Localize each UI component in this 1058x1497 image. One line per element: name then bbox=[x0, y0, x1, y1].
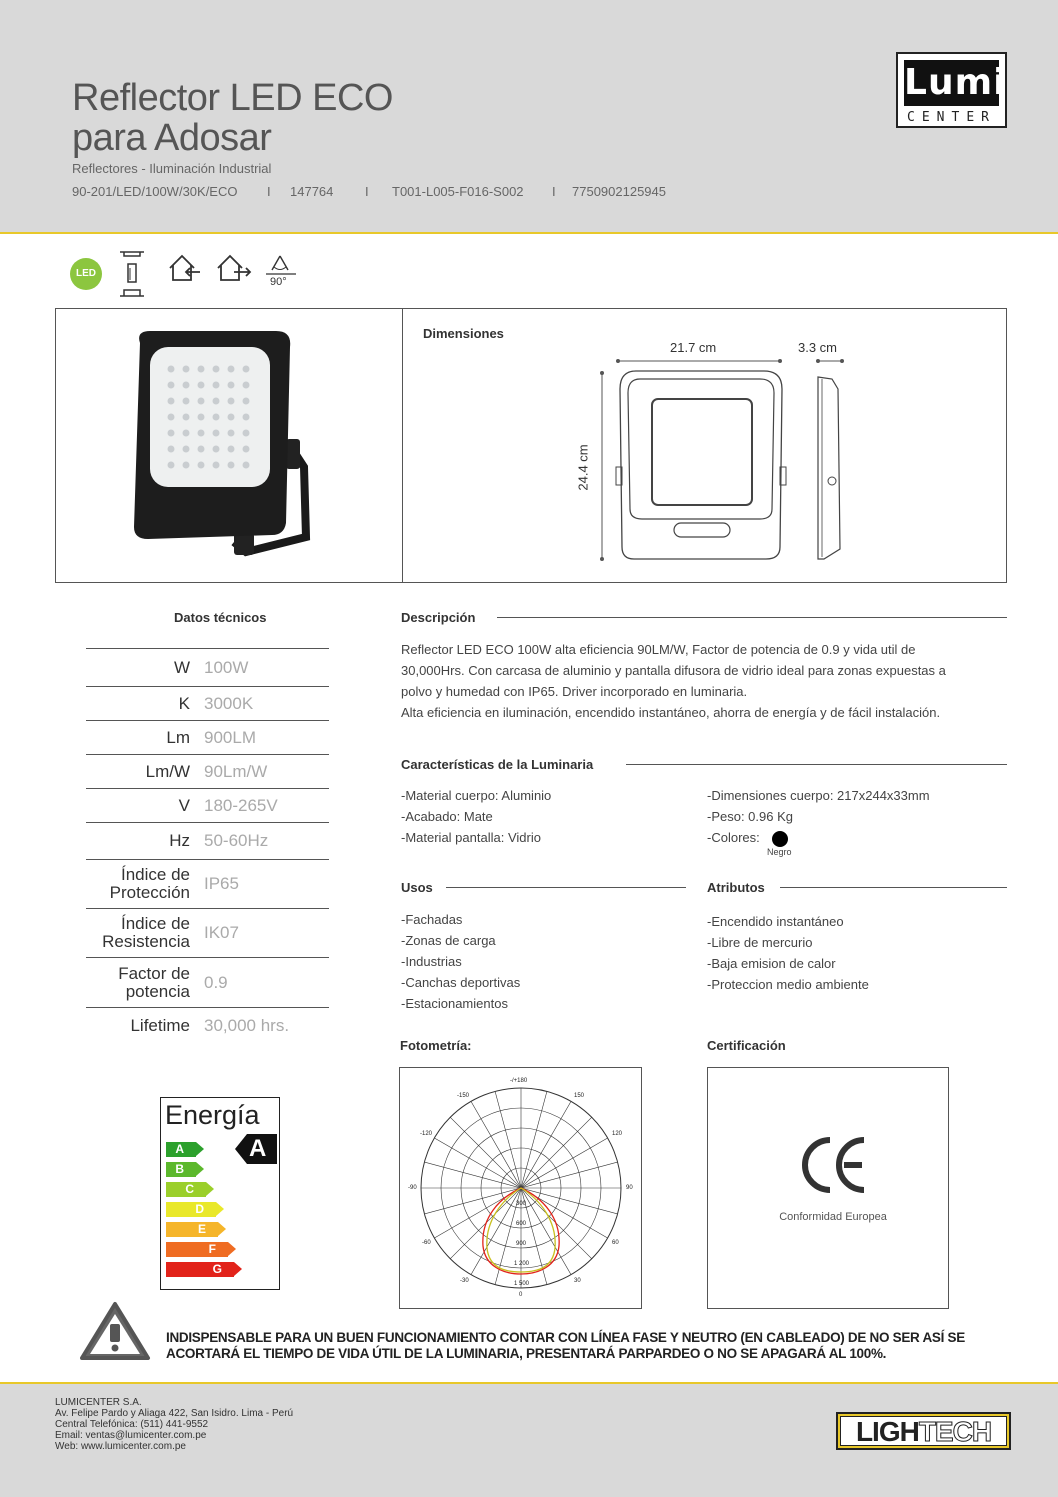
spec-value: 50-60Hz bbox=[204, 831, 269, 850]
atributos-item: -Baja emision de calor bbox=[707, 956, 836, 971]
spec-row bbox=[86, 822, 329, 859]
logo-lumi: Lumi bbox=[904, 60, 999, 106]
angle-label: -120 bbox=[420, 1131, 433, 1137]
angle-label: -60 bbox=[422, 1240, 431, 1246]
beam-angle-label: 90° bbox=[270, 276, 287, 288]
spec-value: 30,000 hrs. bbox=[204, 1016, 290, 1035]
box-divider bbox=[402, 309, 403, 582]
footer-contact bbox=[55, 1397, 293, 1452]
spec-key bbox=[86, 866, 204, 902]
spec-row bbox=[86, 648, 329, 686]
characteristics-rule bbox=[626, 764, 1007, 765]
code-sep: I bbox=[552, 184, 556, 199]
lightech-logo bbox=[836, 1412, 1011, 1450]
footer-company: LUMICENTER S.A. bbox=[55, 1397, 142, 1408]
spec-value: 0.9 bbox=[204, 972, 228, 992]
spec-row bbox=[86, 859, 329, 908]
usos-item: -Industrias bbox=[401, 954, 462, 969]
spec-key: Lm bbox=[166, 727, 190, 747]
footer-email: Email: ventas@lumicenter.com.pe bbox=[55, 1430, 207, 1441]
spec-key-line: potencia bbox=[125, 981, 190, 1001]
photometry-box bbox=[399, 1067, 642, 1309]
indoor-icon bbox=[166, 250, 202, 286]
characteristics-title: Características de la Luminaria bbox=[401, 757, 594, 772]
characteristic-item: -Material cuerpo: Aluminio bbox=[401, 788, 552, 803]
angle-label: -30 bbox=[460, 1278, 469, 1284]
dimension-drawing bbox=[596, 349, 856, 579]
spec-row bbox=[86, 908, 329, 957]
spec-row bbox=[86, 720, 329, 754]
usos-list bbox=[401, 909, 520, 1014]
spec-row bbox=[86, 788, 329, 822]
surface-mount-icon bbox=[116, 250, 148, 298]
atributos-item: -Libre de mercurio bbox=[707, 935, 813, 950]
energy-class-d: D bbox=[166, 1202, 216, 1217]
certification-title: Certificación bbox=[707, 1038, 786, 1053]
characteristic-item: -Material pantalla: Vidrio bbox=[401, 830, 541, 845]
spec-key: Lm/W bbox=[145, 761, 190, 781]
energy-class-g: G bbox=[166, 1262, 234, 1277]
product-category: Reflectores - Iluminación Industrial bbox=[72, 161, 272, 176]
atributos-rule bbox=[780, 887, 1007, 888]
usos-item: -Zonas de carga bbox=[401, 933, 496, 948]
energy-class-b: B bbox=[166, 1162, 196, 1177]
dimension-depth: 3.3 cm bbox=[798, 340, 838, 355]
angle-label: -150 bbox=[457, 1093, 470, 1099]
characteristic-item: -Colores: bbox=[707, 830, 760, 845]
code-model: 90-201/LED/100W/30K/ECO bbox=[72, 184, 238, 199]
code-sku: 147764 bbox=[290, 184, 334, 199]
spec-key: Lifetime bbox=[130, 1016, 190, 1035]
characteristic-item: -Peso: 0.96 Kg bbox=[707, 809, 793, 824]
product-photo bbox=[126, 327, 341, 567]
code-sep: I bbox=[267, 184, 271, 199]
angle-label: 0 bbox=[519, 1292, 523, 1298]
spec-key-line: Índice de bbox=[121, 914, 190, 933]
radial-label: 1 500 bbox=[514, 1281, 530, 1287]
outdoor-icon bbox=[214, 250, 254, 286]
led-icon: LED bbox=[70, 258, 102, 290]
description-title: Descripción bbox=[401, 610, 476, 625]
spec-key: V bbox=[178, 795, 190, 815]
code-sep: I bbox=[365, 184, 369, 199]
description-line: Alta eficiencia en iluminación, encendido instantáneo, ahorra de energía y de fácil instalación. bbox=[401, 705, 941, 720]
lightech-light: LIGH bbox=[855, 1416, 919, 1447]
dimension-width: 21.7 cm bbox=[670, 340, 717, 355]
usos-rule bbox=[446, 887, 686, 888]
spec-value: 3000K bbox=[204, 693, 254, 713]
footer-address: Av. Felipe Pardo y Aliaga 422, San Isidro. Lima - Perú bbox=[55, 1408, 294, 1419]
spec-value: 900LM bbox=[204, 727, 256, 747]
spec-value: 90Lm/W bbox=[204, 761, 268, 781]
spec-value: 100W bbox=[204, 657, 249, 677]
warning-line: ACORTARÁ EL TIEMPO DE VIDA ÚTIL DE LA LUMINARIA, PRESENTARÁ PARPARDEO O NO SE APAGARÁ AL 100%. bbox=[166, 1346, 887, 1361]
characteristic-item: -Acabado: Mate bbox=[401, 809, 493, 824]
usos-item: -Canchas deportivas bbox=[401, 975, 521, 990]
color-swatch-label: Negro bbox=[767, 847, 792, 857]
spec-row bbox=[86, 754, 329, 788]
certification-label: Conformidad Europea bbox=[779, 1211, 887, 1223]
energy-rating: A bbox=[249, 1135, 267, 1162]
spec-value: 180-265V bbox=[204, 795, 278, 815]
warning-line: INDISPENSABLE PARA UN BUEN FUNCIONAMIENTO CONTAR CON LÍNEA FASE Y NEUTRO (EN CABLEADO) DE NO SER ASÍ SE bbox=[166, 1330, 965, 1345]
atributos-item: -Proteccion medio ambiente bbox=[707, 977, 869, 992]
energy-class-f: F bbox=[166, 1242, 228, 1257]
dimension-height: 24.4 cm bbox=[575, 444, 591, 491]
specs-table bbox=[86, 648, 329, 1044]
description-line: 30,000Hrs. Con carcasa de aluminio y pantalla difusora de vidrio ideal para zonas expuestas a bbox=[401, 663, 946, 678]
spec-key-line: Protección bbox=[109, 883, 190, 902]
angle-label: -90 bbox=[408, 1185, 417, 1191]
fotometria-title: Fotometría: bbox=[400, 1038, 472, 1053]
footer-phone: Central Telefónica: (511) 441-9552 bbox=[55, 1419, 209, 1430]
usos-title: Usos bbox=[401, 880, 433, 895]
angle-label: 120 bbox=[612, 1131, 623, 1137]
spec-row bbox=[86, 686, 329, 720]
angle-label: 60 bbox=[612, 1240, 619, 1246]
spec-key: K bbox=[178, 693, 190, 713]
lightech-wordmark bbox=[840, 1416, 1007, 1446]
title-line-1: Reflector LED ECO bbox=[72, 77, 393, 119]
energy-class-c: C bbox=[166, 1182, 206, 1197]
angle-label: 30 bbox=[574, 1278, 581, 1284]
description-rule bbox=[497, 617, 1007, 618]
atributos-title: Atributos bbox=[707, 880, 765, 895]
spec-row bbox=[86, 957, 329, 1008]
energy-class-a: A bbox=[166, 1142, 196, 1157]
spec-key bbox=[86, 915, 204, 951]
characteristics-left bbox=[401, 785, 551, 848]
radial-label: 300 bbox=[516, 1201, 527, 1207]
angle-label: -/+180 bbox=[510, 1078, 528, 1084]
description-line: Reflector LED ECO 100W alta eficiencia 90LM/W, Factor de potencia de 0.9 y vida util de bbox=[401, 642, 916, 657]
spec-key: Hz bbox=[169, 831, 190, 850]
polar-diagram bbox=[400, 1068, 641, 1308]
description-text bbox=[401, 639, 946, 723]
product-title bbox=[72, 78, 393, 158]
energy-title: Energía bbox=[165, 1100, 260, 1130]
characteristic-item: -Dimensiones cuerpo: 217x244x33mm bbox=[707, 788, 930, 803]
code-ref: T001-L005-F016-S002 bbox=[392, 184, 524, 199]
spec-row bbox=[86, 1008, 329, 1044]
code-ean: 7750902125945 bbox=[572, 184, 666, 199]
spec-key-line: Resistencia bbox=[102, 932, 190, 951]
spec-key bbox=[86, 965, 204, 1001]
product-image-box bbox=[55, 308, 1007, 583]
spec-key-line: Índice de bbox=[121, 865, 190, 884]
angle-label: 90 bbox=[626, 1185, 633, 1191]
description-line: polvo y humedad con IP65. Driver incorporado en luminaria. bbox=[401, 684, 748, 699]
lumicenter-logo bbox=[896, 52, 1007, 128]
usos-item: -Estacionamientos bbox=[401, 996, 508, 1011]
ce-mark-icon bbox=[798, 1130, 868, 1200]
lightech-tech: TECH bbox=[918, 1416, 992, 1447]
warning-text bbox=[166, 1330, 965, 1362]
title-line-2: para Adosar bbox=[72, 117, 272, 159]
specs-title: Datos técnicos bbox=[174, 610, 267, 625]
warning-icon bbox=[78, 1300, 152, 1362]
color-swatch-black bbox=[772, 831, 788, 847]
logo-center: CENTER bbox=[907, 110, 996, 125]
atributos-list bbox=[707, 911, 869, 995]
energy-label bbox=[160, 1097, 280, 1290]
usos-item: -Fachadas bbox=[401, 912, 463, 927]
energy-class-e: E bbox=[166, 1222, 218, 1237]
atributos-item: -Encendido instantáneo bbox=[707, 914, 844, 929]
product-codes bbox=[72, 184, 666, 199]
spec-value: IP65 bbox=[204, 874, 239, 893]
spec-value: IK07 bbox=[204, 923, 239, 942]
radial-label: 900 bbox=[516, 1241, 527, 1247]
angle-label: 150 bbox=[574, 1093, 585, 1099]
footer-web: Web: www.lumicenter.com.pe bbox=[55, 1441, 186, 1452]
radial-label: 600 bbox=[516, 1221, 527, 1227]
radial-label: 1 200 bbox=[514, 1261, 530, 1267]
dimensions-title: Dimensiones bbox=[423, 326, 504, 341]
characteristics-right bbox=[707, 785, 930, 848]
spec-key-line: Factor de bbox=[118, 963, 190, 983]
spec-key: W bbox=[173, 657, 190, 677]
